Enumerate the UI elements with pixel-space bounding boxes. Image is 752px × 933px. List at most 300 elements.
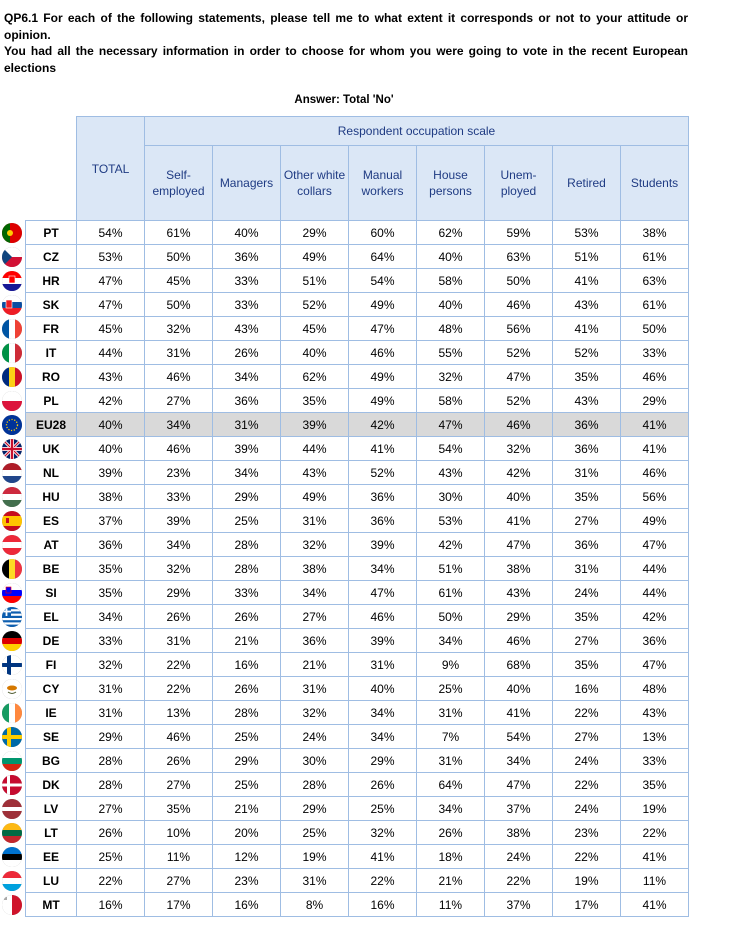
country-code: LU: [26, 869, 77, 893]
table-row: [0, 437, 689, 461]
total-value-cell: 26%: [77, 821, 145, 845]
value-cell: 50%: [145, 245, 213, 269]
sweden-flag-icon: [2, 727, 22, 747]
value-cell: 32%: [349, 821, 417, 845]
country-code: SI: [26, 581, 77, 605]
value-cell: 44%: [281, 437, 349, 461]
table-row: [0, 653, 689, 677]
total-value-cell: 44%: [77, 341, 145, 365]
value-cell: 43%: [621, 701, 689, 725]
value-cell: 39%: [349, 629, 417, 653]
value-cell: 17%: [553, 893, 621, 917]
value-cell: 34%: [349, 725, 417, 749]
value-cell: 36%: [349, 485, 417, 509]
results-table: [0, 116, 689, 917]
table-row: [0, 629, 689, 653]
value-cell: 33%: [213, 293, 281, 317]
spain-flag-icon: [2, 511, 22, 531]
value-cell: 10%: [145, 821, 213, 845]
value-cell: 46%: [145, 725, 213, 749]
croatia-flag-icon: [2, 271, 22, 291]
table-row: [0, 821, 689, 845]
value-cell: 45%: [281, 317, 349, 341]
value-cell: 46%: [349, 341, 417, 365]
total-value-cell: 34%: [77, 605, 145, 629]
value-cell: 37%: [485, 893, 553, 917]
question-line-1: QP6.1 For each of the following statements, please tell me to what extent it corresponds or not to your attitude or opinion.: [4, 11, 688, 42]
value-cell: 39%: [145, 509, 213, 533]
value-cell: 17%: [145, 893, 213, 917]
country-code: FI: [26, 653, 77, 677]
value-cell: 46%: [145, 437, 213, 461]
value-cell: 50%: [621, 317, 689, 341]
value-cell: 61%: [417, 581, 485, 605]
value-cell: 29%: [281, 221, 349, 245]
value-cell: 27%: [145, 773, 213, 797]
value-cell: 64%: [417, 773, 485, 797]
value-cell: 24%: [553, 797, 621, 821]
table-row: [0, 221, 689, 245]
value-cell: 34%: [145, 413, 213, 437]
value-cell: 29%: [145, 581, 213, 605]
table-row: [0, 845, 689, 869]
value-cell: 34%: [281, 581, 349, 605]
italy-flag-icon: [2, 343, 22, 363]
value-cell: 7%: [417, 725, 485, 749]
value-cell: 43%: [553, 389, 621, 413]
value-cell: 34%: [213, 365, 281, 389]
country-code: NL: [26, 461, 77, 485]
value-cell: 27%: [553, 725, 621, 749]
value-cell: 61%: [145, 221, 213, 245]
value-cell: 49%: [281, 245, 349, 269]
country-code: DK: [26, 773, 77, 797]
value-cell: 22%: [553, 773, 621, 797]
value-cell: 20%: [213, 821, 281, 845]
country-code: AT: [26, 533, 77, 557]
value-cell: 26%: [417, 821, 485, 845]
table-row: [0, 893, 689, 917]
denmark-flag-icon: [2, 775, 22, 795]
country-code: EL: [26, 605, 77, 629]
finland-flag-icon: [2, 655, 22, 675]
value-cell: 31%: [281, 869, 349, 893]
value-cell: 46%: [485, 629, 553, 653]
value-cell: 38%: [281, 557, 349, 581]
value-cell: 32%: [417, 365, 485, 389]
value-cell: 36%: [213, 389, 281, 413]
value-cell: 25%: [281, 821, 349, 845]
value-cell: 25%: [349, 797, 417, 821]
value-cell: 43%: [485, 581, 553, 605]
value-cell: 22%: [553, 845, 621, 869]
cyprus-flag-icon: [2, 679, 22, 699]
value-cell: 68%: [485, 653, 553, 677]
value-cell: 47%: [349, 317, 417, 341]
value-cell: 11%: [145, 845, 213, 869]
value-cell: 47%: [485, 773, 553, 797]
value-cell: 60%: [349, 221, 417, 245]
value-cell: 12%: [213, 845, 281, 869]
value-cell: 26%: [213, 605, 281, 629]
country-code: PL: [26, 389, 77, 413]
answer-label: Answer: Total 'No': [294, 94, 394, 106]
value-cell: 50%: [417, 605, 485, 629]
value-cell: 11%: [621, 869, 689, 893]
value-cell: 41%: [621, 845, 689, 869]
value-cell: 32%: [281, 533, 349, 557]
total-value-cell: 32%: [77, 653, 145, 677]
value-cell: 27%: [281, 605, 349, 629]
value-cell: 22%: [145, 653, 213, 677]
value-cell: 36%: [281, 629, 349, 653]
table-row: [0, 773, 689, 797]
value-cell: 22%: [349, 869, 417, 893]
total-value-cell: 31%: [77, 701, 145, 725]
value-cell: 28%: [281, 773, 349, 797]
value-cell: 46%: [349, 605, 417, 629]
value-cell: 36%: [553, 413, 621, 437]
value-cell: 26%: [145, 749, 213, 773]
value-cell: 44%: [621, 557, 689, 581]
total-value-cell: 42%: [77, 389, 145, 413]
value-cell: 49%: [349, 389, 417, 413]
value-cell: 39%: [349, 533, 417, 557]
value-cell: 28%: [213, 701, 281, 725]
total-value-cell: 25%: [77, 845, 145, 869]
value-cell: 18%: [417, 845, 485, 869]
value-cell: 19%: [621, 797, 689, 821]
value-cell: 16%: [213, 893, 281, 917]
value-cell: 38%: [485, 821, 553, 845]
value-cell: 42%: [417, 533, 485, 557]
value-cell: 33%: [213, 269, 281, 293]
slovakia-flag-icon: [2, 295, 22, 315]
total-value-cell: 53%: [77, 245, 145, 269]
value-cell: 37%: [485, 797, 553, 821]
table-row: [0, 677, 689, 701]
value-cell: 29%: [213, 485, 281, 509]
total-value-cell: 37%: [77, 509, 145, 533]
country-code: UK: [26, 437, 77, 461]
value-cell: 31%: [281, 677, 349, 701]
value-cell: 53%: [553, 221, 621, 245]
lithuania-flag-icon: [2, 823, 22, 843]
portugal-flag-icon: [2, 223, 22, 243]
value-cell: 53%: [417, 509, 485, 533]
value-cell: 24%: [553, 749, 621, 773]
value-cell: 13%: [621, 725, 689, 749]
total-value-cell: 40%: [77, 437, 145, 461]
eu-flag-icon: [2, 415, 22, 435]
value-cell: 36%: [553, 437, 621, 461]
value-cell: 41%: [485, 701, 553, 725]
table-row: [0, 245, 689, 269]
country-code: IT: [26, 341, 77, 365]
value-cell: 40%: [213, 221, 281, 245]
value-cell: 29%: [621, 389, 689, 413]
country-code: DE: [26, 629, 77, 653]
total-value-cell: 43%: [77, 365, 145, 389]
value-cell: 63%: [621, 269, 689, 293]
value-cell: 61%: [621, 293, 689, 317]
country-code: BE: [26, 557, 77, 581]
total-value-cell: 54%: [77, 221, 145, 245]
table-row: [0, 797, 689, 821]
value-cell: 35%: [553, 653, 621, 677]
value-cell: 29%: [349, 749, 417, 773]
value-cell: 52%: [485, 341, 553, 365]
value-cell: 52%: [553, 341, 621, 365]
value-cell: 36%: [621, 629, 689, 653]
value-cell: 41%: [553, 317, 621, 341]
luxembourg-flag-icon: [2, 871, 22, 891]
value-cell: 47%: [349, 581, 417, 605]
value-cell: 61%: [621, 245, 689, 269]
value-cell: 62%: [281, 365, 349, 389]
value-cell: 35%: [145, 797, 213, 821]
country-code: PT: [26, 221, 77, 245]
value-cell: 35%: [553, 365, 621, 389]
total-value-cell: 16%: [77, 893, 145, 917]
total-value-cell: 40%: [77, 413, 145, 437]
table-row: [0, 869, 689, 893]
column-header: Retired: [553, 146, 621, 221]
value-cell: 46%: [621, 461, 689, 485]
value-cell: 25%: [213, 509, 281, 533]
value-cell: 35%: [281, 389, 349, 413]
value-cell: 38%: [485, 557, 553, 581]
value-cell: 38%: [621, 221, 689, 245]
value-cell: 26%: [213, 341, 281, 365]
country-code: RO: [26, 365, 77, 389]
value-cell: 49%: [621, 509, 689, 533]
value-cell: 29%: [485, 605, 553, 629]
value-cell: 43%: [213, 317, 281, 341]
value-cell: 24%: [485, 845, 553, 869]
column-header: Manual workers: [349, 146, 417, 221]
value-cell: 32%: [145, 557, 213, 581]
total-value-cell: 47%: [77, 293, 145, 317]
value-cell: 49%: [349, 365, 417, 389]
total-value-cell: 35%: [77, 557, 145, 581]
country-code: ES: [26, 509, 77, 533]
total-value-cell: 27%: [77, 797, 145, 821]
value-cell: 63%: [485, 245, 553, 269]
value-cell: 33%: [621, 341, 689, 365]
romania-flag-icon: [2, 367, 22, 387]
value-cell: 48%: [621, 677, 689, 701]
value-cell: 51%: [281, 269, 349, 293]
value-cell: 16%: [349, 893, 417, 917]
value-cell: 56%: [485, 317, 553, 341]
value-cell: 30%: [281, 749, 349, 773]
value-cell: 50%: [145, 293, 213, 317]
country-code: SE: [26, 725, 77, 749]
value-cell: 56%: [621, 485, 689, 509]
table-row: [0, 533, 689, 557]
value-cell: 31%: [553, 461, 621, 485]
value-cell: 41%: [621, 413, 689, 437]
value-cell: 27%: [145, 389, 213, 413]
value-cell: 39%: [213, 437, 281, 461]
austria-flag-icon: [2, 535, 22, 555]
value-cell: 34%: [349, 557, 417, 581]
value-cell: 28%: [213, 533, 281, 557]
value-cell: 42%: [349, 413, 417, 437]
value-cell: 27%: [553, 629, 621, 653]
column-header: Managers: [213, 146, 281, 221]
bulgaria-flag-icon: [2, 751, 22, 771]
value-cell: 21%: [213, 629, 281, 653]
table-row: [0, 485, 689, 509]
value-cell: 23%: [145, 461, 213, 485]
value-cell: 52%: [349, 461, 417, 485]
value-cell: 43%: [281, 461, 349, 485]
value-cell: 35%: [553, 605, 621, 629]
table-row: [0, 701, 689, 725]
value-cell: 22%: [621, 821, 689, 845]
value-cell: 24%: [281, 725, 349, 749]
value-cell: 26%: [349, 773, 417, 797]
table-row: [0, 581, 689, 605]
value-cell: 21%: [281, 653, 349, 677]
value-cell: 22%: [485, 869, 553, 893]
slovenia-flag-icon: [2, 583, 22, 603]
country-code: EU28: [26, 413, 77, 437]
table-row: [0, 365, 689, 389]
value-cell: 31%: [349, 653, 417, 677]
value-cell: 31%: [417, 701, 485, 725]
value-cell: 16%: [553, 677, 621, 701]
value-cell: 34%: [349, 701, 417, 725]
value-cell: 51%: [553, 245, 621, 269]
value-cell: 34%: [485, 749, 553, 773]
total-value-cell: 38%: [77, 485, 145, 509]
country-code: BG: [26, 749, 77, 773]
column-header: Self-employed: [145, 146, 213, 221]
value-cell: 46%: [621, 365, 689, 389]
value-cell: 54%: [349, 269, 417, 293]
table-row: [0, 269, 689, 293]
value-cell: 23%: [213, 869, 281, 893]
country-code: HU: [26, 485, 77, 509]
germany-flag-icon: [2, 631, 22, 651]
value-cell: 25%: [213, 725, 281, 749]
value-cell: 52%: [485, 389, 553, 413]
value-cell: 36%: [213, 245, 281, 269]
value-cell: 44%: [621, 581, 689, 605]
value-cell: 43%: [553, 293, 621, 317]
value-cell: 42%: [621, 605, 689, 629]
value-cell: 40%: [485, 677, 553, 701]
value-cell: 8%: [281, 893, 349, 917]
value-cell: 26%: [145, 605, 213, 629]
ireland-flag-icon: [2, 703, 22, 723]
value-cell: 42%: [485, 461, 553, 485]
table-row: [0, 317, 689, 341]
netherlands-flag-icon: [2, 463, 22, 483]
value-cell: 34%: [145, 533, 213, 557]
country-code: MT: [26, 893, 77, 917]
value-cell: 35%: [553, 485, 621, 509]
value-cell: 39%: [281, 413, 349, 437]
estonia-flag-icon: [2, 847, 22, 867]
value-cell: 35%: [621, 773, 689, 797]
value-cell: 25%: [417, 677, 485, 701]
value-cell: 32%: [485, 437, 553, 461]
value-cell: 21%: [417, 869, 485, 893]
value-cell: 41%: [553, 269, 621, 293]
value-cell: 40%: [417, 293, 485, 317]
france-flag-icon: [2, 319, 22, 339]
value-cell: 31%: [213, 413, 281, 437]
value-cell: 32%: [281, 701, 349, 725]
value-cell: 40%: [485, 485, 553, 509]
table-row: [0, 605, 689, 629]
column-header: Unem-ployed: [485, 146, 553, 221]
uk-flag-icon: [2, 439, 22, 459]
hungary-flag-icon: [2, 487, 22, 507]
table-row: [0, 293, 689, 317]
value-cell: 28%: [213, 557, 281, 581]
header-occupation-group: Respondent occupation scale: [145, 117, 689, 146]
table-row: [0, 413, 689, 437]
value-cell: 31%: [417, 749, 485, 773]
total-value-cell: 47%: [77, 269, 145, 293]
value-cell: 49%: [349, 293, 417, 317]
value-cell: 30%: [417, 485, 485, 509]
latvia-flag-icon: [2, 799, 22, 819]
value-cell: 47%: [621, 653, 689, 677]
total-value-cell: 29%: [77, 725, 145, 749]
total-value-cell: 28%: [77, 773, 145, 797]
value-cell: 33%: [621, 749, 689, 773]
country-code: EE: [26, 845, 77, 869]
value-cell: 31%: [281, 509, 349, 533]
value-cell: 31%: [145, 341, 213, 365]
total-value-cell: 35%: [77, 581, 145, 605]
total-value-cell: 33%: [77, 629, 145, 653]
table-row: [0, 389, 689, 413]
value-cell: 11%: [417, 893, 485, 917]
value-cell: 33%: [213, 581, 281, 605]
value-cell: 34%: [213, 461, 281, 485]
value-cell: 23%: [553, 821, 621, 845]
total-value-cell: 22%: [77, 869, 145, 893]
value-cell: 46%: [485, 293, 553, 317]
value-cell: 29%: [213, 749, 281, 773]
value-cell: 55%: [417, 341, 485, 365]
poland-flag-icon: [2, 391, 22, 411]
value-cell: 41%: [621, 893, 689, 917]
value-cell: 31%: [553, 557, 621, 581]
value-cell: 33%: [145, 485, 213, 509]
value-cell: 32%: [145, 317, 213, 341]
table-row: [0, 557, 689, 581]
question-text: [4, 10, 688, 76]
total-value-cell: 28%: [77, 749, 145, 773]
value-cell: 43%: [417, 461, 485, 485]
value-cell: 40%: [349, 677, 417, 701]
value-cell: 36%: [349, 509, 417, 533]
value-cell: 48%: [417, 317, 485, 341]
value-cell: 59%: [485, 221, 553, 245]
value-cell: 34%: [417, 629, 485, 653]
table-row: [0, 341, 689, 365]
value-cell: 54%: [417, 437, 485, 461]
malta-flag-icon: [2, 895, 22, 915]
